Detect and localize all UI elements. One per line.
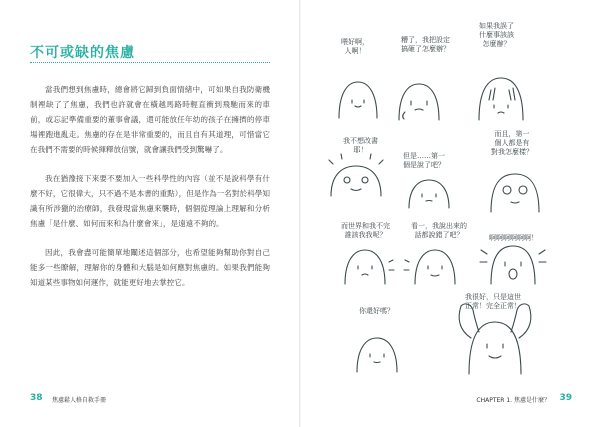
right-page [301, 0, 600, 427]
caption-4: 我不想改書 耶！ [343, 137, 378, 154]
blob-1-calm [339, 82, 377, 118]
page-number-right: 39 [559, 393, 572, 403]
blob-2-uneasy [399, 84, 439, 120]
blob-4-wide-eyed [329, 154, 383, 196]
body-paragraph-3: 因此，我會盡可能簡單地闡述這個部分，也希望能夠幫助你對自己能多一些瞭解，理解你的身體和大腦是如何應對焦慮的。如果我們能夠知道某些事物如何運作，就能更好地去掌控它。 [30, 248, 270, 287]
blob-8-worried [404, 250, 455, 284]
caption-7: 而世界和我不完 誰該我我呢？ [341, 222, 390, 239]
section-title: 不可或缺的焦慮 [30, 45, 135, 61]
left-page [0, 0, 299, 427]
blob-6-big-eyes [491, 174, 539, 212]
blob-11-arms-raised-big [459, 304, 531, 374]
caption-3: 如果我誤了 什麼事該該 怎麼辦？ [479, 22, 514, 48]
caption-2: 糟了，我把設定 搞砸了怎麼辦？ [401, 36, 450, 53]
caption-5: 但是……第一 個是說了吧？ [403, 152, 445, 169]
blob-5-small [409, 180, 449, 208]
page-number-left: 38 [30, 393, 43, 403]
caption-9: 啊啊啊啊啊啊！ [489, 234, 538, 242]
caption-10: 你還好嗎？ [359, 307, 394, 315]
body-paragraph-2: 我在猶豫接下來要不要加入一些科學性的內容（並不是說科學有什麼不好，它很偉大，只不過不是本書的重點），但是作為一名對於科學知識有所涉獵的治療師，我發現當焦慮來襲時，個個從理論上理解和分析焦慮「是什麼、如何而來和為什麼會來」，是遠遠不夠的。 [30, 174, 270, 228]
caption-11: 我很好，只是這世 正常！完全正常！ [465, 293, 521, 310]
caption-6: 而且，第一 個人都是有 對我怎麼樣？ [491, 130, 533, 156]
title-dotted-rule [30, 62, 270, 63]
running-label-right: CHAPTER 1. 焦慮是什麼？ [476, 397, 550, 404]
running-label-left: 焦慮鬆人格自救手冊 [52, 397, 107, 404]
body-paragraph-1: 當我們想到焦慮時，總會將它歸到負面情緒中，可如果自我防衛機制裡缺了了焦慮，我們也許就會在橫越馬路時輕直衝到飛馳而來的車前，或忘記準備重要的董事會議，還可能放任年幼的孩子在擁擠的停車場裡跑進亂走。焦慮的存在是非常重要的，而且自有其道理，可惜當它在我們不需要的時候揮釋放信號，就會讓我們受到驚嚇了。 [30, 85, 270, 154]
blob-10-small-calm [357, 338, 397, 372]
blob-7-sweating [345, 250, 394, 284]
blob-9-screaming [480, 246, 546, 284]
blob-3-hands-up [479, 78, 523, 120]
caption-1: 喂好啊， 人啊！ [341, 38, 369, 55]
blob-illustrations [301, 0, 600, 427]
caption-8: 看一，我說出來的 話都說錯了吧？ [411, 222, 467, 239]
